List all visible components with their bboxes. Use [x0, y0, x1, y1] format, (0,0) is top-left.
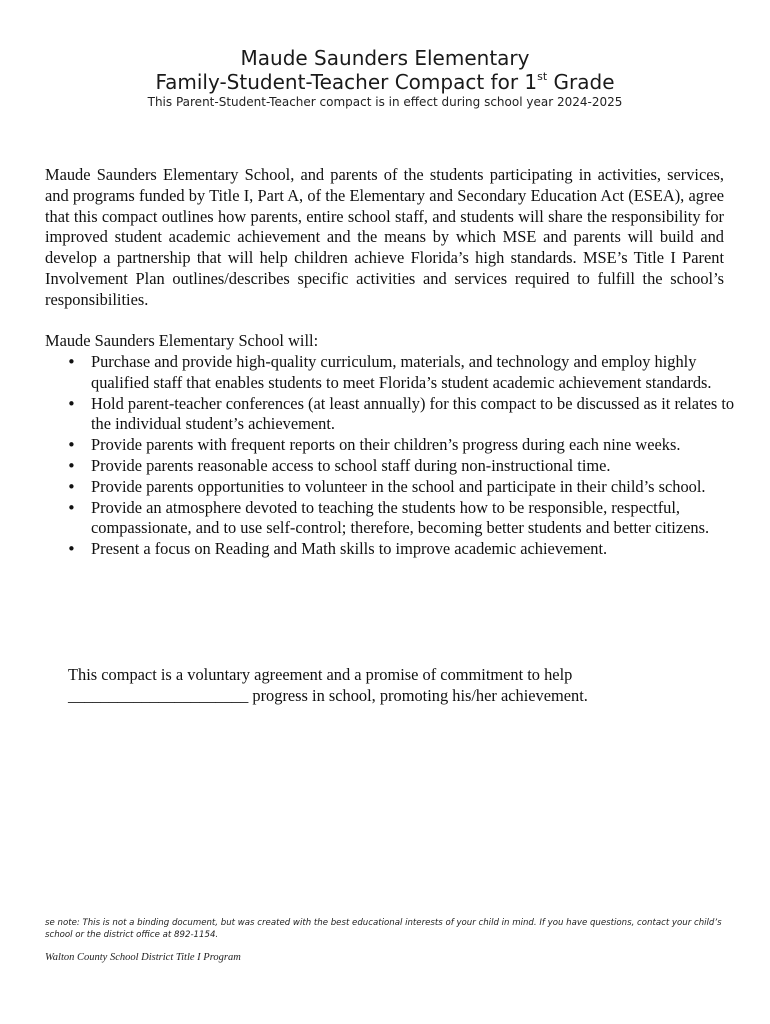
list-item-text: Provide parents opportunities to volunteer in the school and participate in their child’s school.	[91, 476, 706, 496]
intro-paragraph: Maude Saunders Elementary School, and parents of the students participating in activities, services, and programs funded by Title I, Part A, of the Elementary and Secondary Education Act (ESEA), agree that this compact outlines how parents, entire school staff, and students will share the responsibility for improved student academic achievement and the means by which MSE and parents will build and develop a partnership that will help children achieve Florida’s high standards. MSE’s Title I Parent Involvement Plan outlines/describes specific activities and services required to fulfill the school’s responsibilities.	[45, 165, 724, 309]
closing-line-1: This compact is a voluntary agreement and a promise of commitment to help	[68, 665, 573, 684]
compact-subtitle: This Parent-Student-Teacher compact is in effect during school year 2024-2025	[147, 95, 623, 109]
list-item-text: Hold parent-teacher conferences (at least annually) for this compact to be discussed as it relates to the individual student’s achievement.	[91, 393, 735, 434]
student-name-blank: ______________________	[68, 685, 249, 705]
school-will-list	[45, 352, 735, 560]
list-item	[45, 394, 735, 436]
list-item-text: Purchase and provide high-quality curriculum, materials, and technology and employ highly qualified staff that enables students to meet Florida’s student academic achievement standards.	[91, 352, 712, 392]
list-item	[45, 498, 735, 540]
bullet-icon: •	[67, 540, 76, 559]
list-item	[45, 352, 735, 394]
school-will-heading: Maude Saunders Elementary School will:	[45, 331, 319, 350]
list-item	[45, 456, 735, 477]
disclaimer-note: se note: This is not a binding document, but was created with the best educational interests of your child in mind. If you have questions, contact your child’s school or the district office at 892-1154.	[45, 918, 722, 940]
compact-title-suffix: Grade	[547, 70, 615, 94]
bullet-icon: •	[67, 456, 76, 475]
list-item	[45, 477, 735, 498]
list-item-text: Provide parents with frequent reports on their children’s progress during each nine weeks.	[91, 435, 681, 455]
list-item	[45, 435, 735, 456]
bullet-icon: •	[67, 436, 76, 455]
closing-statement	[68, 665, 708, 707]
compact-title	[0, 70, 770, 94]
footer-program-name: Walton County School District Title I Program	[45, 952, 241, 963]
compact-title-prefix: Family-Student-Teacher Compact for 1	[155, 70, 538, 94]
compact-title-superscript: st	[537, 70, 548, 83]
list-item	[45, 539, 735, 560]
list-item-text: Provide parents reasonable access to school staff during non-instructional time.	[91, 455, 611, 475]
closing-line-2: progress in school, promoting his/her achievement.	[248, 685, 588, 705]
bullet-icon: •	[67, 353, 76, 371]
school-name-title: Maude Saunders Elementary	[240, 46, 530, 70]
bullet-icon: •	[67, 498, 76, 517]
bullet-icon: •	[67, 394, 76, 413]
list-item-text: Provide an atmosphere devoted to teaching the students how to be responsible, respectful, compassionate, and to use self-control; therefore, becoming better students and better citizens.	[91, 497, 710, 538]
bullet-icon: •	[67, 477, 76, 496]
list-item-text: Present a focus on Reading and Math skills to improve academic achievement.	[91, 539, 608, 559]
